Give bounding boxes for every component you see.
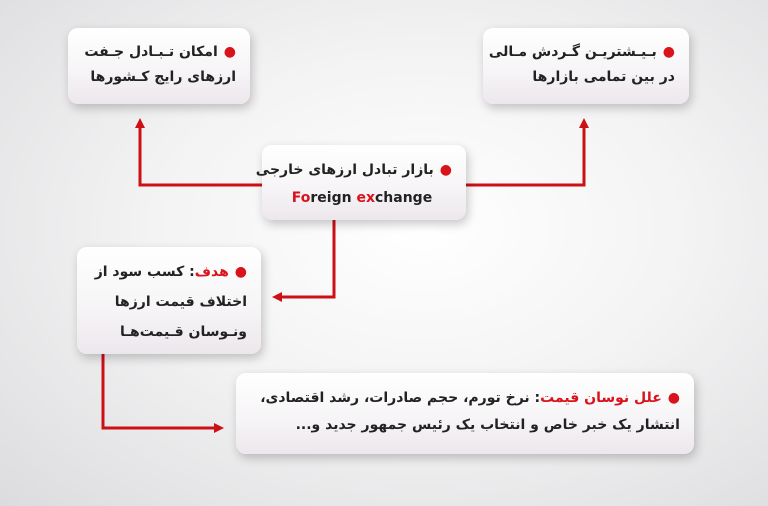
bullet-icon: ● <box>667 390 680 406</box>
causes-label: علل نوسان قیمت <box>540 390 662 406</box>
box-forex-market <box>255 145 466 220</box>
english-title-part: change <box>375 190 433 206</box>
box-text-line: ونـوسان قـیمت‌هـا <box>120 324 247 340</box>
goal-label: هدف <box>194 264 229 280</box>
arrow-to-causes <box>103 354 221 428</box>
box-text-line: انتشار یک خبر خاص و انتخاب یک رئیس جمهور جدید و... <box>295 417 680 433</box>
box-goal <box>77 247 261 354</box>
box-text-line: امکان تـبـادل جـفت <box>84 44 218 60</box>
arrow-to-top-right <box>466 121 584 185</box>
causes-separator: : <box>534 390 541 406</box>
goal-separator: : <box>189 264 195 280</box>
english-title <box>272 185 452 211</box>
box-text-line: در بین تمامی بازارها <box>532 69 675 85</box>
box-text-line: بـیـشتریـن گـردش مـالی <box>488 44 657 60</box>
arrow-to-goal <box>275 220 334 297</box>
english-title-part: reign <box>310 190 357 206</box>
box-price-fluctuation-causes <box>236 373 694 454</box>
bullet-icon: ● <box>234 264 247 280</box>
arrow-to-top-left <box>140 121 262 185</box>
box-text-line: ارزهای رایج کـشورها <box>90 69 236 85</box>
bullet-icon: ● <box>662 44 675 60</box>
bullet-icon: ● <box>439 162 452 178</box>
english-title-part: Fo <box>291 190 311 206</box>
box-text-line: کسب سود از <box>94 264 190 280</box>
box-currency-pair-trading <box>68 28 250 104</box>
box-text-line: نرخ تورم، حجم صادرات، رشد اقتصادی، <box>260 390 535 406</box>
box-text-line: اختلاف قیمت ارزها <box>114 294 247 310</box>
english-title-part: ex <box>356 190 375 206</box>
bullet-icon: ● <box>223 44 236 60</box>
center-title: بازار تبادل ارزهای خارجی <box>255 162 434 178</box>
box-highest-turnover <box>483 28 689 104</box>
